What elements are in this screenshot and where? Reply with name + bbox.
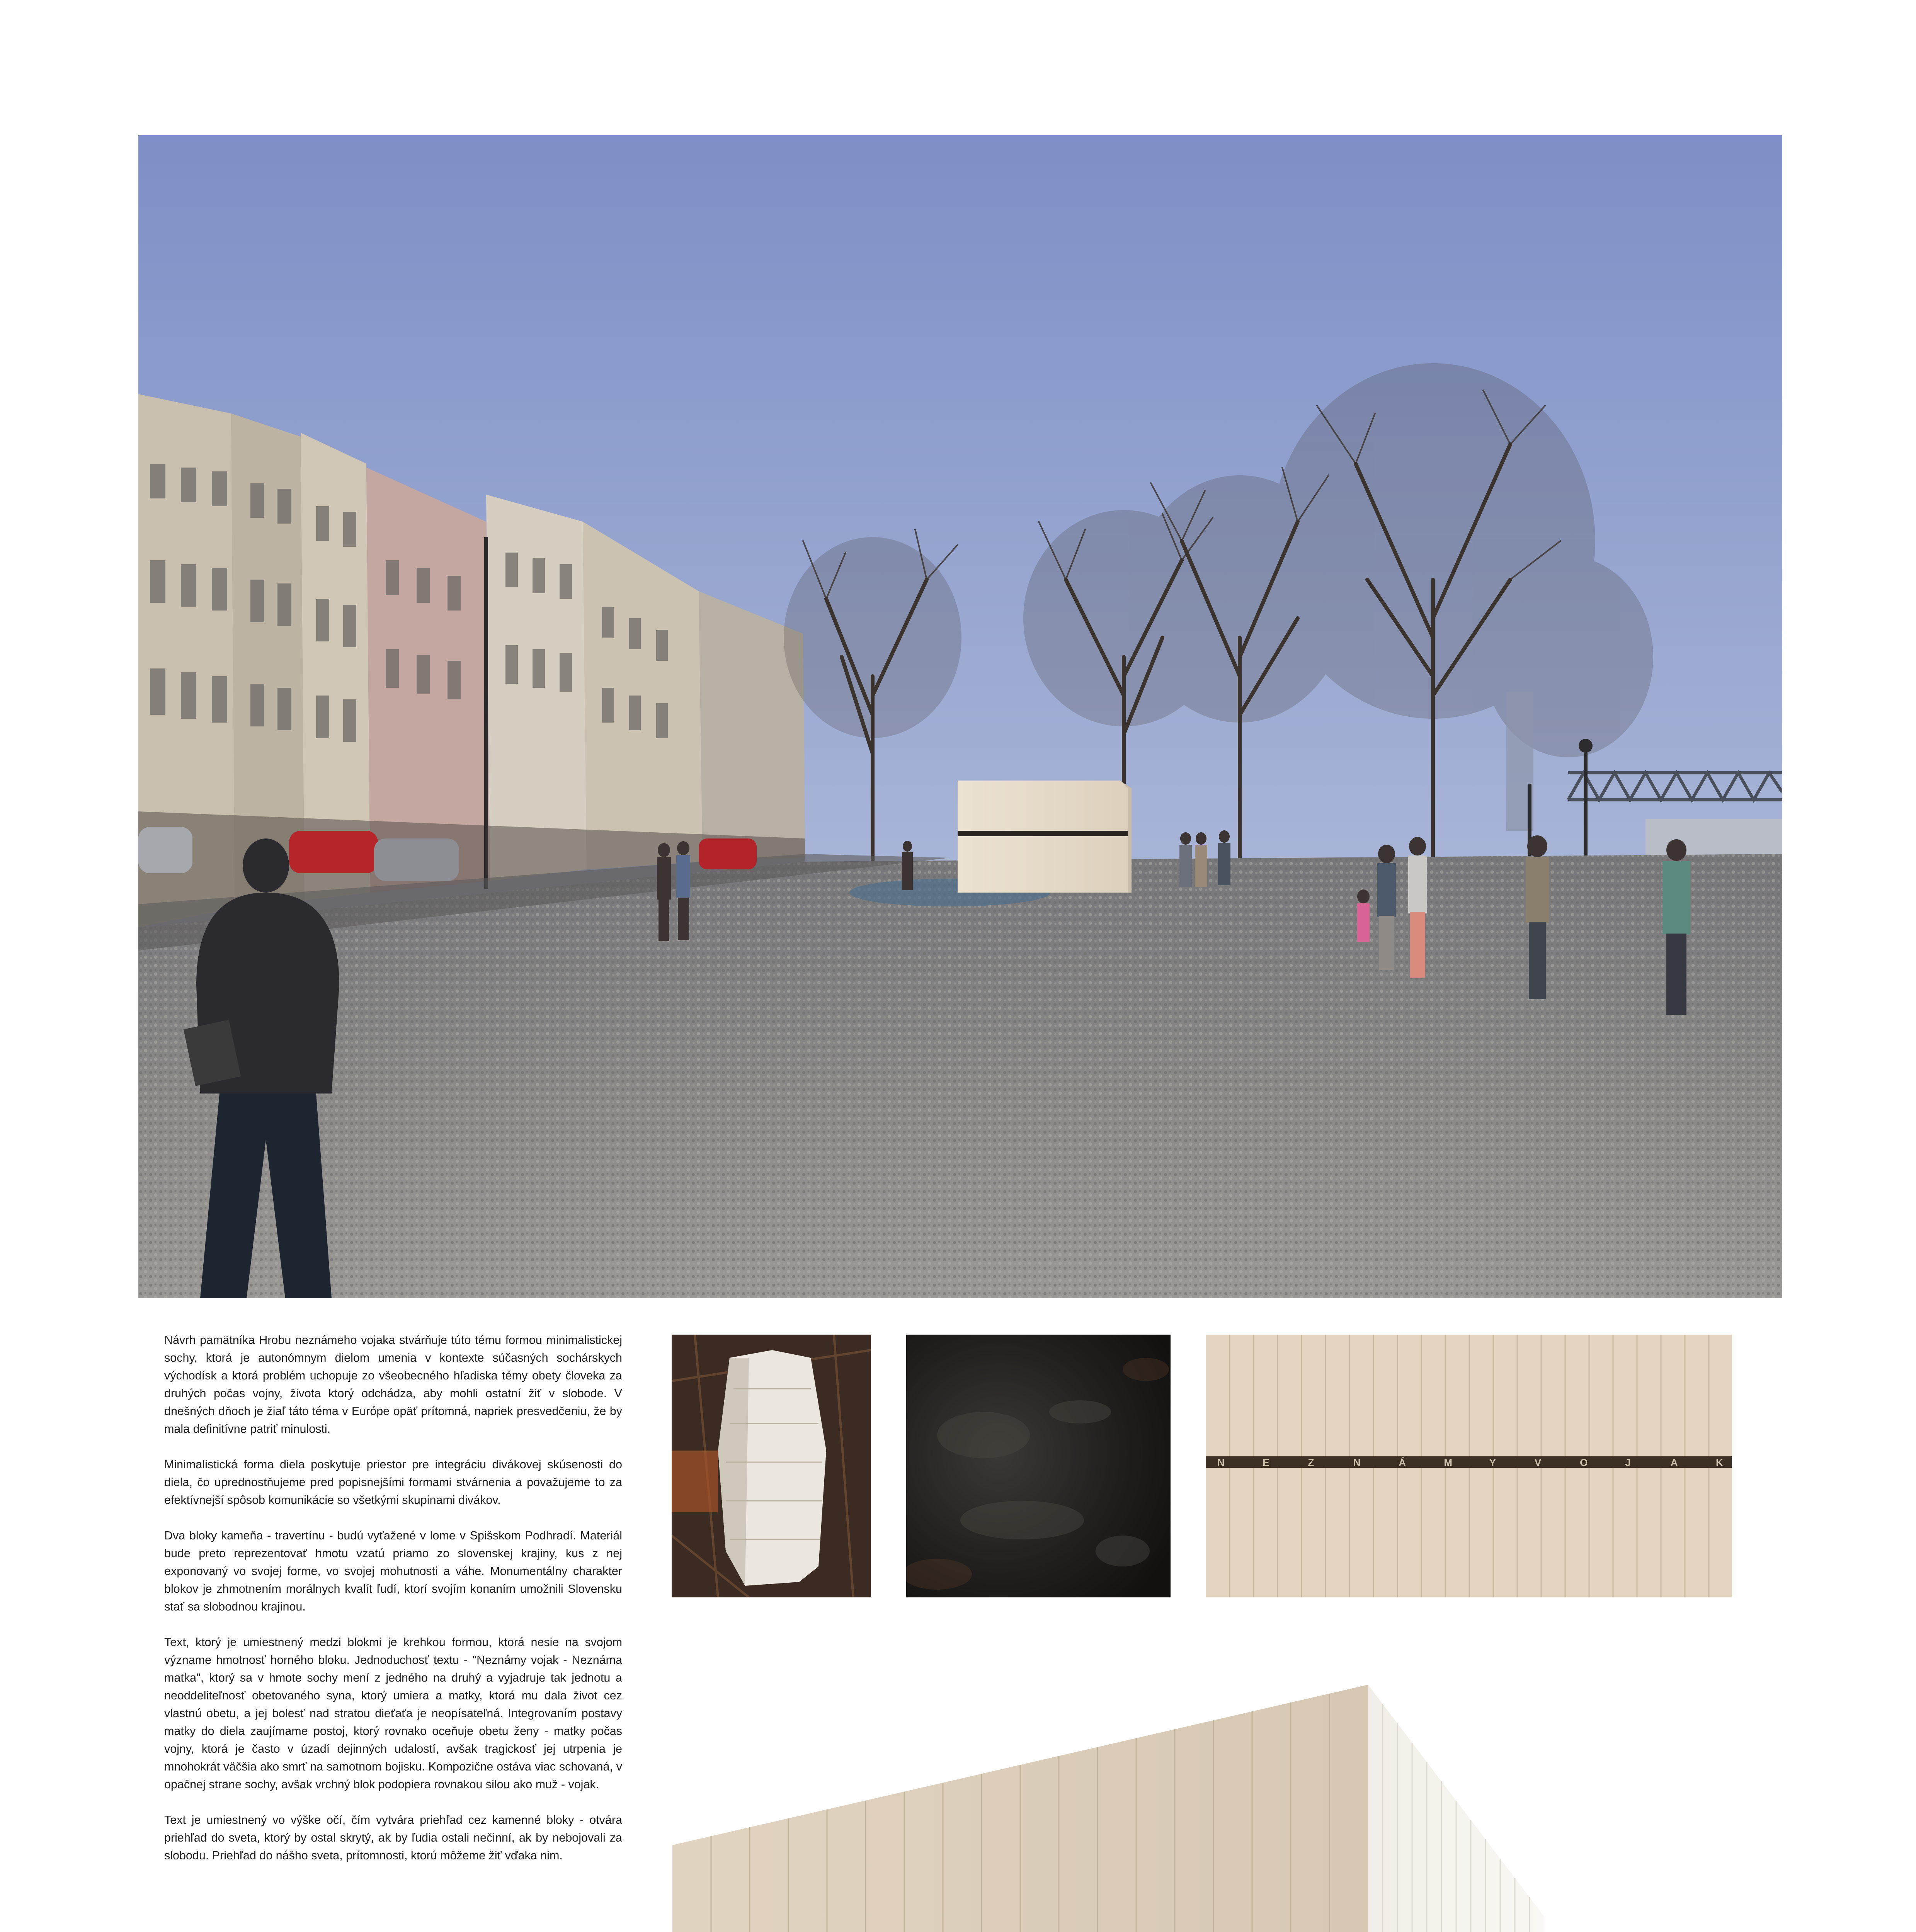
inscription-tile-letter: J [1625,1457,1631,1468]
inscription-tile-letter: N [1353,1457,1361,1468]
inscription-tile-letter: Y [1489,1457,1496,1468]
inscription-tile-letter: M [1444,1457,1453,1468]
description-paragraph: Text, ktorý je umiestnený medzi blokmi je krehkou formou, ktorá nesie na svojom význame hmotnosť horného bloku. Jednoduchosť textu - "Neznámy vojak - Neznáma matka", ktorý sa v hmote sochy mení z jedného na druhý a vyjadruje tak jednotu a neoddeliteľnosť obetovaného syna, ktorý umiera a matky, ktorá mu dala život cez vlastnú obetu, a jej bolesť nad stratou dieťaťa je neopísateľná. Integrovaním postavy matky do diela zaujímame postoj, ktorý rovnako oceňuje obetu ženy - matky počas vojny, ktorá je často v úzadí dejinných udalostí, avšak tragickosť jej utrpenia je mnohokrát väčšia ako smrť na samotnom bojisku. Kompozične ostáva viac schovaná, v opačnej strane sochy, avšak vrchný blok podopiera rovnakou silou ako muž - vojak. [164,1636,622,1791]
inscription-tile-letter: E [1263,1457,1269,1468]
inscription-tile-letter: N [1217,1457,1225,1468]
description-paragraph: Text je umiestnený vo výške očí, čím vytvára priehľad cez kamenné bloky - otvára priehľad do sveta, ktorý by ostal skrytý, ak by ľudia ostali nečinní, ak by nebojovali za slobodu. Priehľad do nášho sveta, prítomnosti, ktorú môžeme žiť vďaka nim. [164,1813,622,1862]
inscription-gap [1206,1456,1732,1468]
description-paragraph: Minimalistická forma diela poskytuje priestor pre integráciu divákovej skúsenosti do diela, čo uprednostňujeme pred popisnejšími formami stvárnenia a považujeme to za efektívnejší spôsob komunikácie so všetkými skupinami divákov. [164,1458,622,1507]
inscription-tile-letter: K [1716,1457,1723,1468]
inscription-tile-letter: Á [1399,1457,1406,1468]
inscription-tile-letter: O [1580,1457,1588,1468]
hero-photomontage [138,135,1782,1298]
inscription-tile-letter: A [1670,1457,1678,1468]
monument-in-scene [958,781,1132,893]
description-text [164,1331,622,1882]
description-paragraph: Návrh pamätníka Hrobu neznámeho vojaka stvárňuje túto tému formou minimalistickej sochy, ktorá je autonómnym dielom umenia v kontexte súčasných sochárskych východísk a ktorá problém uchopuje zo všeobecného hľadiska témy obety človeka za druhých počas vojny, života ktorý odchádza, aby mohli ostatní žiť v slobode. V dnešných dňoch je žiaľ táto téma v Európe opäť prítomná, napriek presvedčeniu, že by mala definitívne patriť minulosti. [164,1333,622,1435]
description-paragraph: Dva bloky kameňa - travertínu - budú vyťažené v lome v Spišskom Podhradí. Materiál bude preto reprezentovať hmotu vzatú priamo zo slovenskej krajiny, kus z nej exponovaný vo svojej forme, vo svojej mohutnosti a váhe. Monumentálny charakter blokov je zhmotnením morálnych kvalít ľudí, ktorí svojím konaním umožnili Slovensku stať sa slobodnou krajinou. [164,1529,622,1613]
corten-steel-texture [906,1335,1171,1597]
travertine-cladding-inscription [1206,1335,1732,1597]
monument-main-render [672,1685,1782,1932]
inscription-tile-letter: Z [1308,1457,1314,1468]
inscription-tile-letter: V [1534,1457,1542,1468]
travertine-stone-photo [672,1335,871,1597]
